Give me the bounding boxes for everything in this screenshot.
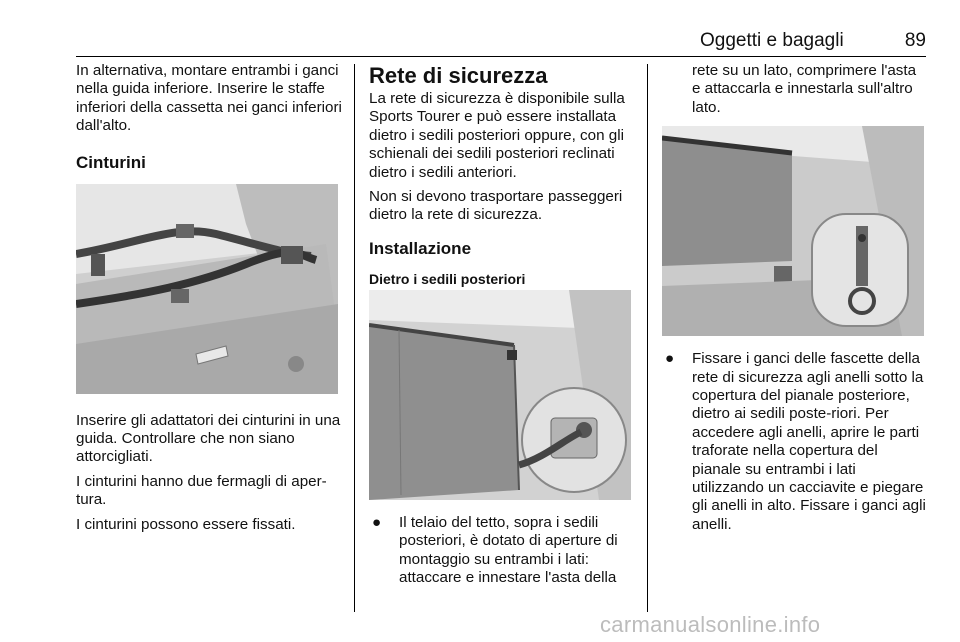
net-rear-seats-illustration: [369, 290, 631, 500]
bullet-item: [662, 350, 928, 534]
column-divider-right: [647, 64, 648, 612]
watermark: carmanualsonline.info: [600, 612, 821, 637]
rete-paragraph-2: Non si devono trasportare passeggeri dietro la rete di sicurezza.: [369, 188, 623, 224]
bullet-item: [369, 514, 634, 588]
header-rule: [76, 56, 926, 57]
straps-paragraph-3: I cinturini possono essere fissati.: [76, 515, 296, 533]
column-3: [662, 62, 928, 534]
bullet-symbol: ●: [665, 350, 675, 368]
hook-bullet-text: Fissare i ganci delle fascette della rete di sicurezza agli anelli sotto la copertura del pianale posteriore, dietro ai sedili poste-riori. Per accedere agli anelli, aprire le parti traforate nella copertura del pianale su entrambi i lati utilizzando un cacciavite e piegare gli anelli in alto. Fissare i ganci agli anelli.: [692, 350, 926, 533]
section-heading-cinturini: Cinturini: [76, 152, 146, 172]
bullet-symbol: ●: [372, 513, 382, 531]
straps-paragraph-2: I cinturini hanno due fermagli di aper-tura.: [76, 472, 327, 509]
net-hook-illustration: [662, 126, 924, 336]
continuation-text: rete su un lato, comprimere l'asta e attaccarla e innestarla sull'altro lato.: [692, 62, 917, 116]
column-2: [369, 64, 634, 587]
section-heading-rete: Rete di sicurezza: [369, 63, 548, 88]
column-1: [76, 62, 342, 534]
subheading-dietro-sedili: Dietro i sedili posteriori: [369, 270, 526, 287]
subheading-installazione: Installazione: [369, 238, 472, 258]
page-number: 89: [904, 30, 926, 51]
page-header-title: Oggetti e bagagli: [700, 30, 844, 51]
straps-illustration: [76, 184, 338, 394]
rete-paragraph-1: La rete di sicurezza è disponibile sulla Sports Tourer e può essere installata dietro i sedili posteriori oppure, con gli schienali dei sedili posteriori reclinati dietro i sedili anteriori.: [369, 90, 625, 181]
intro-paragraph: In alternativa, montare entrambi i ganci nella guida inferiore. Inserire le staffe inferiori della cassetta nei ganci inferiori dall'alto.: [76, 62, 342, 135]
column-divider-left: [354, 64, 355, 612]
straps-paragraph-1: Inserire gli adattatori dei cinturini in una guida. Controllare che non siano attorcigliati.: [76, 411, 341, 466]
rete-bullet-text: Il telaio del tetto, sopra i sedili posteriori, è dotato di aperture di montaggio su entrambi i lati: attaccare e innestare l'asta della: [399, 513, 618, 587]
